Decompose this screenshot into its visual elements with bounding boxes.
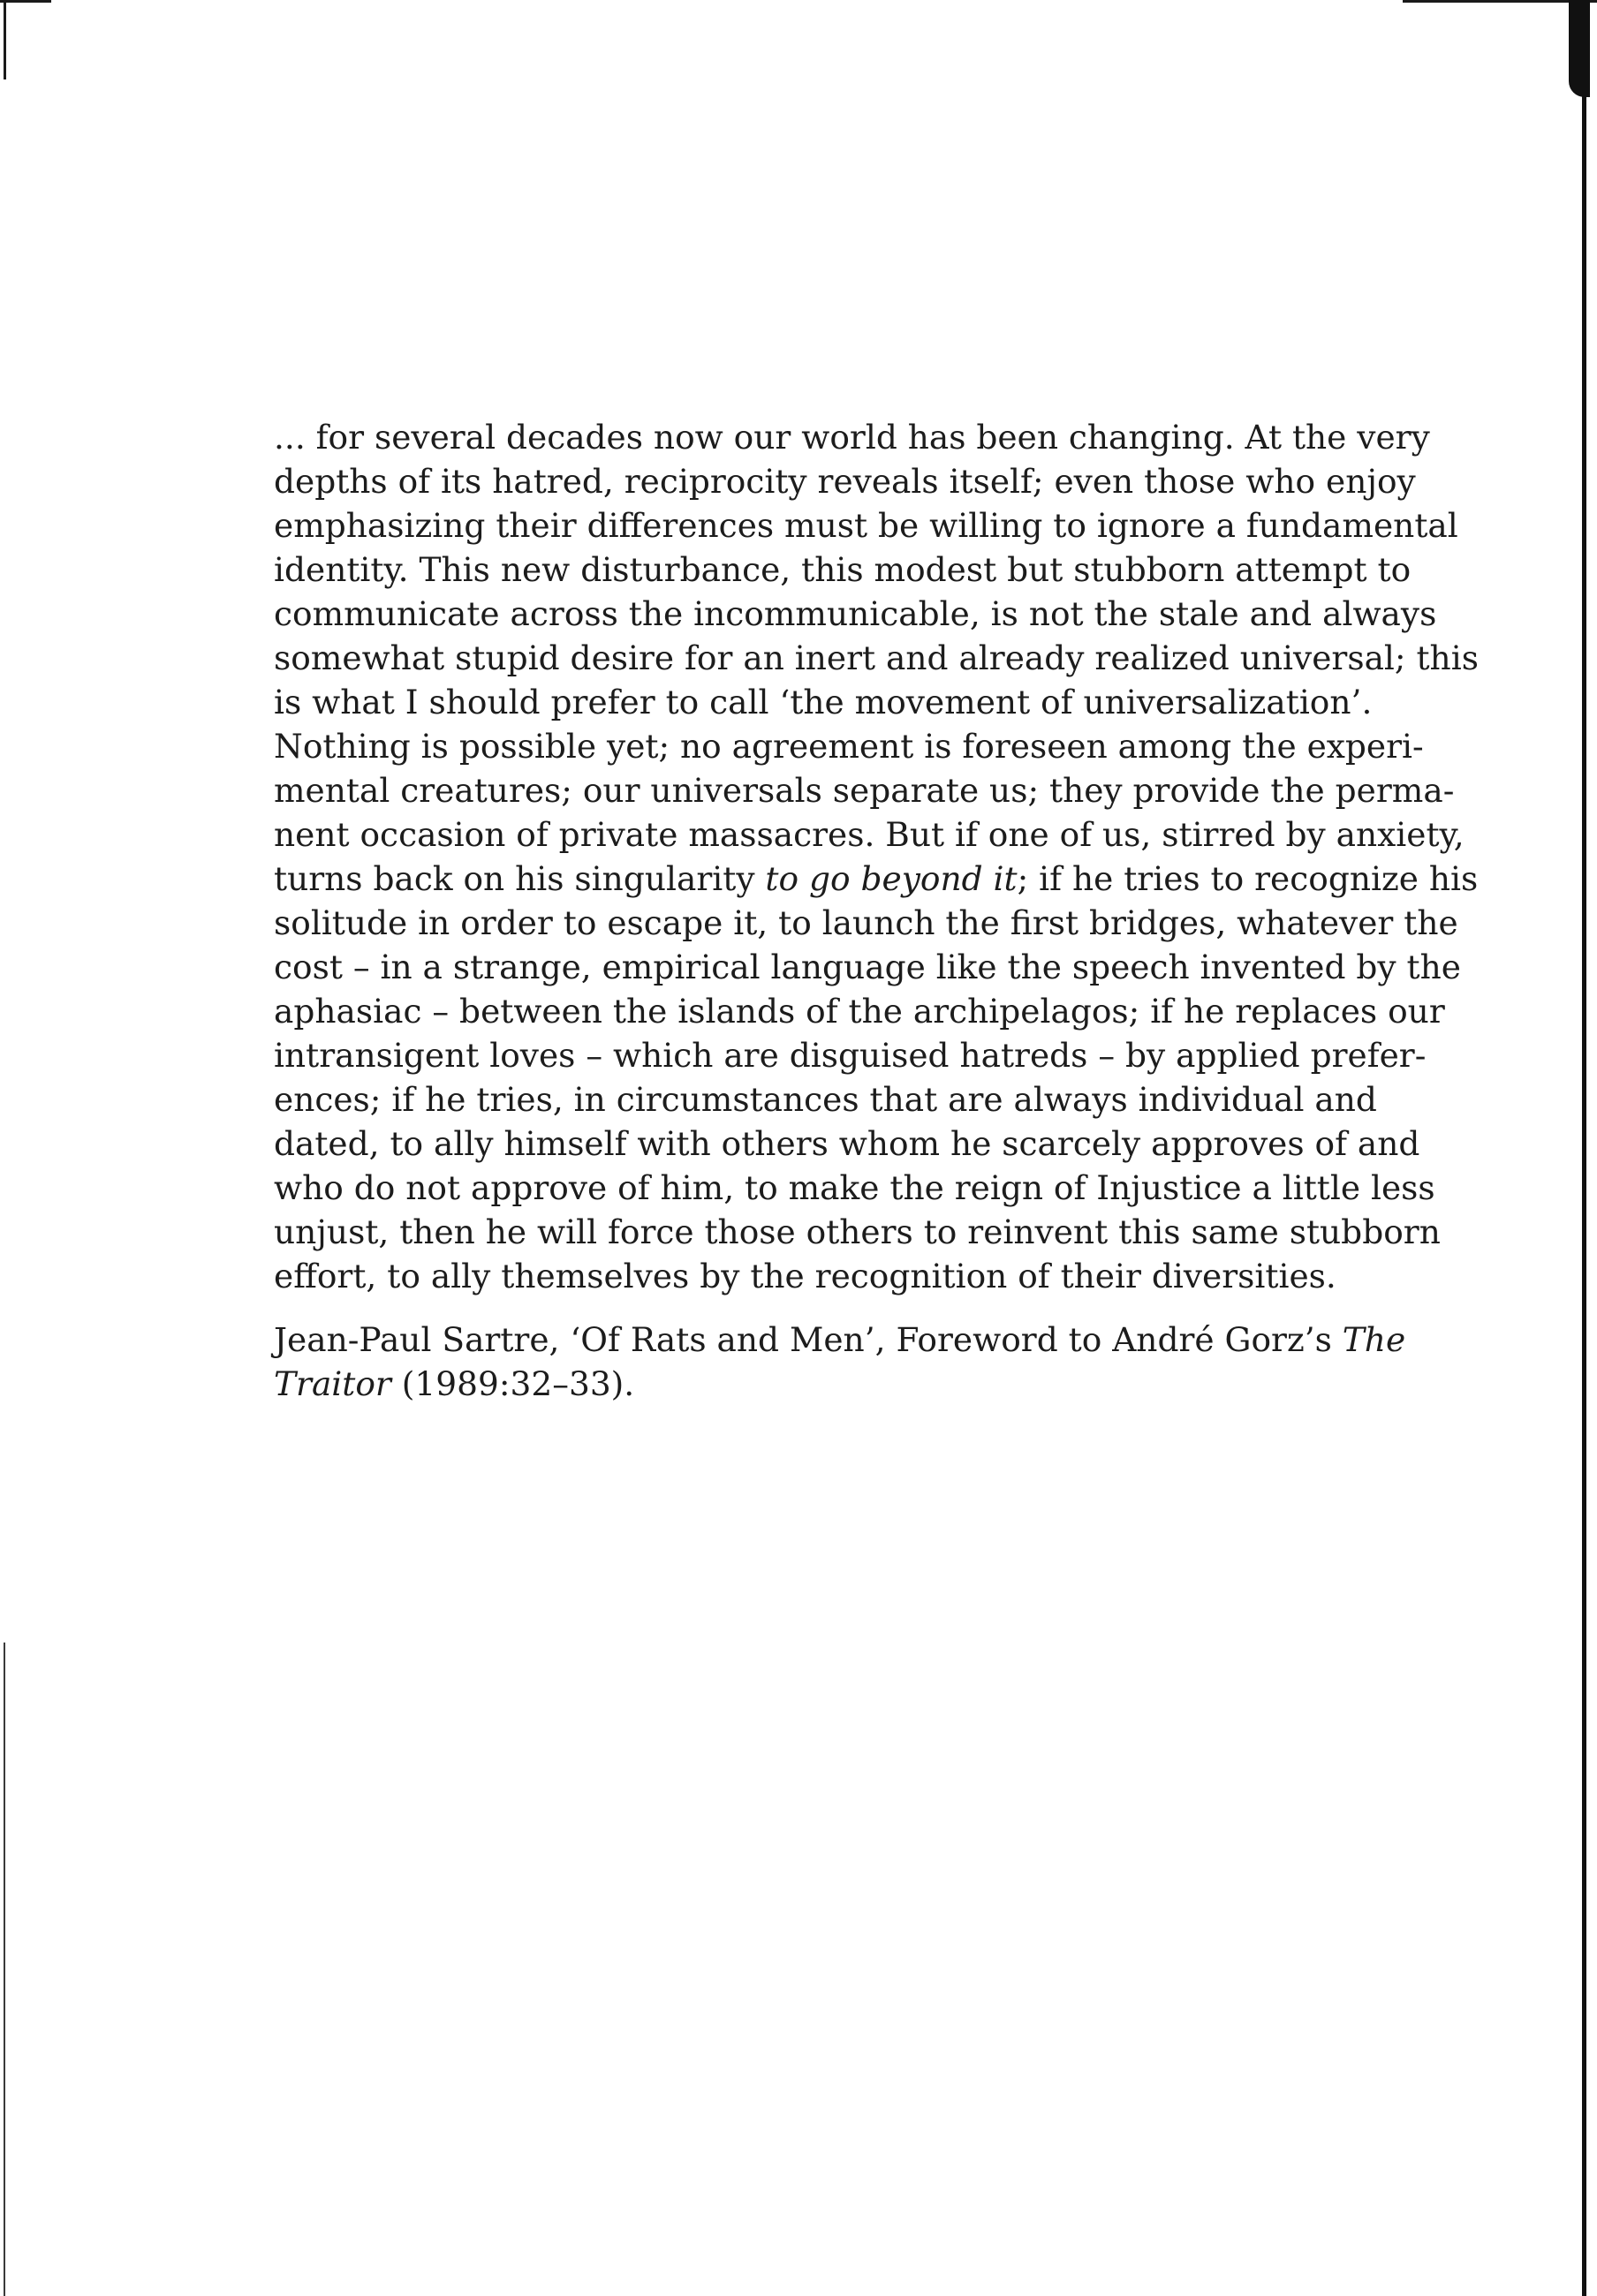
quote-line: is what I should prefer to call ‘the movement of universalization’. <box>274 683 1373 721</box>
quote-line: depths of its hatred, reciprocity reveals itself; even those who enjoy <box>274 462 1416 501</box>
scan-edge-rule-lower <box>4 1643 5 2296</box>
quote-emphasis: to go beyond it <box>765 859 1018 898</box>
citation-line <box>274 1318 1406 1362</box>
scan-binding-shadow <box>1569 0 1590 97</box>
citation-text: Jean-Paul Sartre, ‘Of Rats and Men’, Foreword to André Gorz’s <box>274 1320 1343 1359</box>
quote-line: dated, to ally himself with others whom he scarcely approves of and <box>274 1124 1420 1163</box>
quote-line: communicate across the incommunicable, is not the stale and always <box>274 594 1437 633</box>
quote-line: ences; if he tries, in circumstances that are always individual and <box>274 1080 1377 1119</box>
epigraph-citation <box>274 1318 1406 1406</box>
scan-edge-right <box>1544 0 1597 2296</box>
quote-line: ... for several decades now our world has been changing. At the very <box>274 418 1430 457</box>
scan-top-mark <box>1403 0 1597 3</box>
quote-line: nent occasion of private massacres. But if one of us, stirred by anxiety, <box>274 815 1465 854</box>
scan-binding-edge <box>1582 0 1586 2296</box>
quote-line: who do not approve of him, to make the reign of Injustice a little less <box>274 1168 1435 1207</box>
scan-edge-rule <box>4 0 6 79</box>
quote-line: Nothing is possible yet; no agreement is foreseen among the experi- <box>274 727 1424 766</box>
quote-line: cost – in a strange, empirical language like the speech invented by the <box>274 948 1461 986</box>
quote-text: ; if he tries to recognize his <box>1017 859 1479 898</box>
citation-text: (1989:32–33). <box>390 1364 635 1403</box>
epigraph <box>274 415 1479 1406</box>
quote-line: unjust, then he will force those others to reinvent this same stubborn <box>274 1212 1441 1251</box>
citation-line <box>274 1362 1343 1406</box>
quote-line: intransigent loves – which are disguised hatreds – by applied prefer- <box>274 1036 1427 1075</box>
quote-text: turns back on his singularity <box>274 859 766 898</box>
quote-line: somewhat stupid desire for an inert and already realized universal; this <box>274 638 1479 677</box>
citation-title: Traitor <box>274 1364 391 1403</box>
quote-line: emphasizing their differences must be willing to ignore a fundamental <box>274 506 1458 545</box>
quote-line: aphasiac – between the islands of the archipelagos; if he replaces our <box>274 992 1445 1031</box>
quote-line: identity. This new disturbance, this modest but stubborn attempt to <box>274 550 1412 589</box>
quote-line: solitude in order to escape it, to launch the first bridges, whatever the <box>274 903 1458 942</box>
epigraph-quote <box>274 415 1479 1298</box>
citation-title: The <box>1342 1320 1406 1359</box>
quote-line: mental creatures; our universals separate us; they provide the perma- <box>274 771 1455 810</box>
quote-line: effort, to ally themselves by the recognition of their diversities. <box>274 1257 1336 1295</box>
quote-line-mixed <box>274 857 1479 901</box>
scan-edge-left <box>0 0 9 2296</box>
scan-corner-mark <box>0 0 51 3</box>
